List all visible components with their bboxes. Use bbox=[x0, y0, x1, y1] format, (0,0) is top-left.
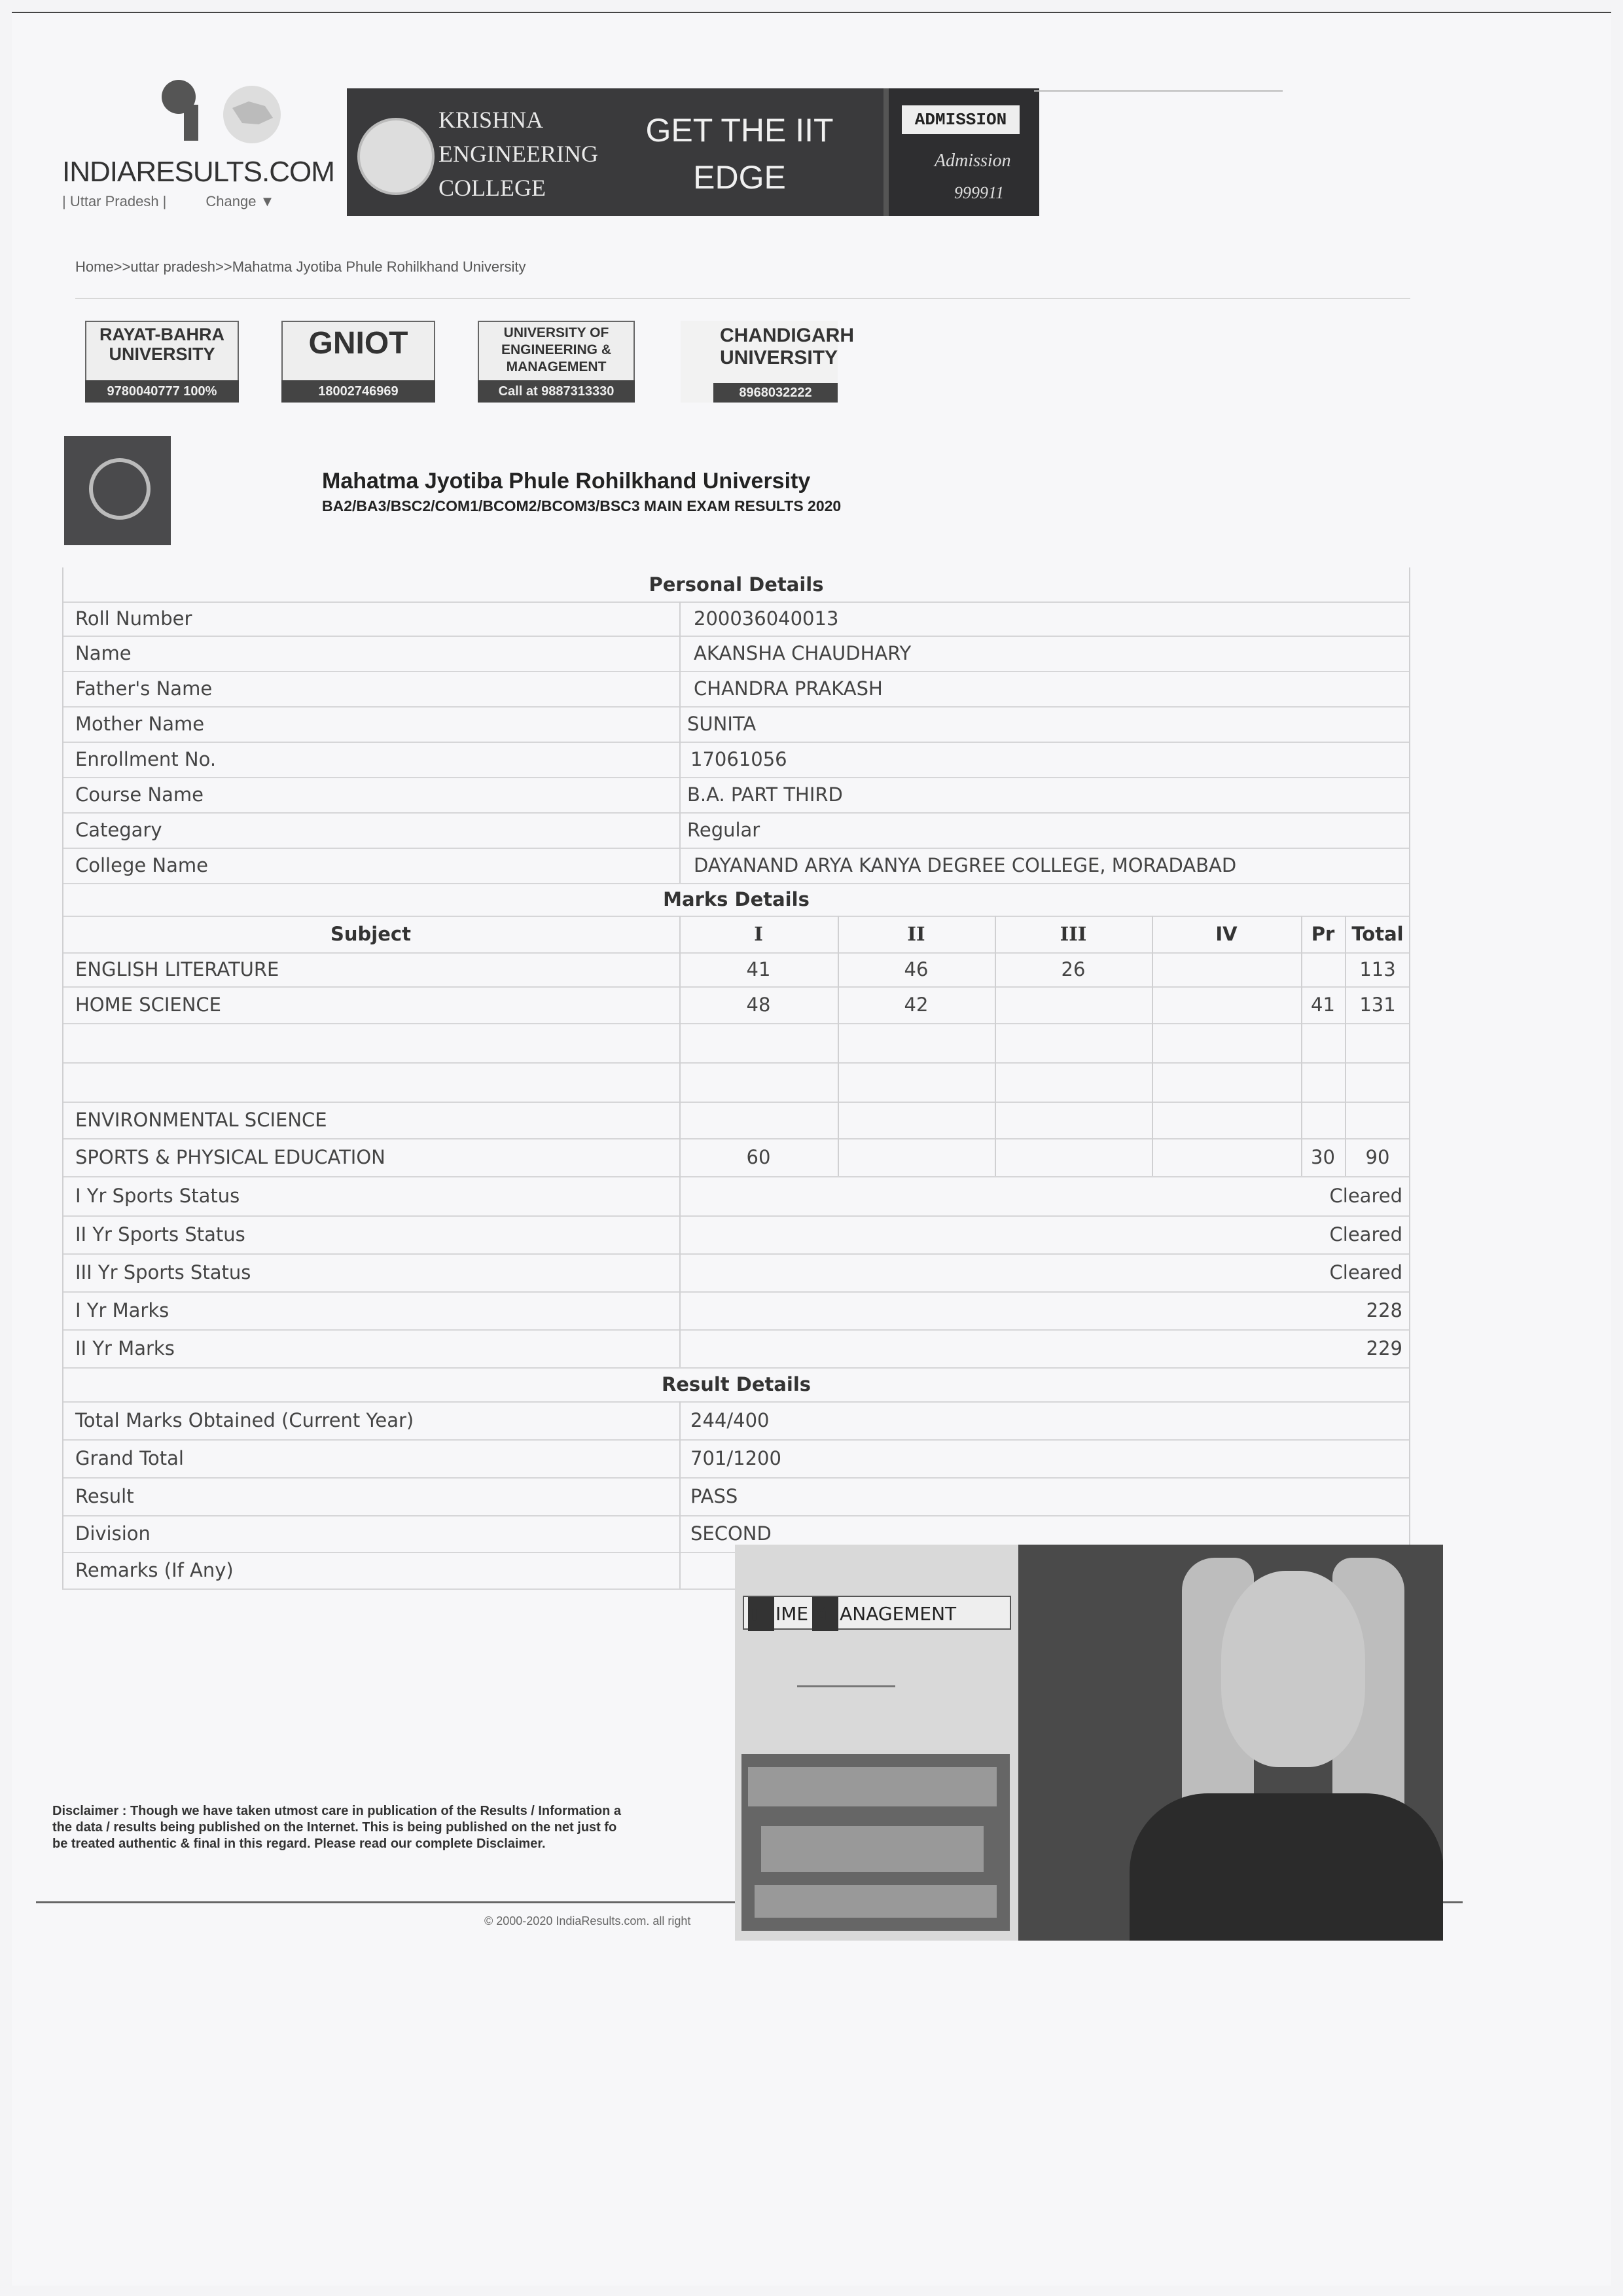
logo-head-icon bbox=[159, 79, 205, 141]
overlay-photo bbox=[735, 1545, 1443, 1941]
col-divider bbox=[679, 1552, 681, 1588]
admission-button[interactable]: ADMISSION bbox=[902, 105, 1020, 134]
col-divider bbox=[679, 848, 681, 883]
ad-title: RAYAT-BAHRA UNIVERSITY bbox=[99, 325, 225, 364]
divider bbox=[75, 298, 1410, 299]
field-value: SUNITA bbox=[687, 713, 757, 735]
mark-iv bbox=[1152, 952, 1301, 986]
col-divider bbox=[1301, 1062, 1302, 1102]
mark-i: 41 bbox=[746, 958, 771, 980]
col-divider bbox=[679, 706, 681, 742]
tagline-line: GET THE IIT bbox=[645, 112, 834, 149]
table-row bbox=[62, 812, 1410, 849]
col-divider bbox=[1345, 1102, 1346, 1138]
disclaimer-line[interactable]: be treated authentic & final in this regard. Please read our complete Disclaimer. bbox=[52, 1837, 546, 1851]
summary-value: 228 bbox=[1366, 1299, 1402, 1321]
subject-row bbox=[62, 1138, 1410, 1177]
summary-row bbox=[62, 1253, 1410, 1293]
mark-pr: 30 bbox=[1311, 1146, 1335, 1168]
result-details-heading: Result Details bbox=[62, 1367, 1410, 1403]
summary-value: Cleared bbox=[1329, 1185, 1402, 1207]
exam-title: BA2/BA3/BSC2/COM1/BCOM2/BCOM3/BSC3 MAIN EXAM RESULTS 2020 bbox=[322, 497, 842, 514]
disclaimer-line: the data / results being published on the Internet. This is being published on the net just fo bbox=[52, 1820, 617, 1835]
mark-i: 60 bbox=[746, 1146, 771, 1168]
ad-rayat-bahra[interactable] bbox=[85, 321, 239, 403]
col-divider bbox=[679, 1176, 681, 1215]
summary-row bbox=[62, 1329, 1410, 1369]
mark-ii: 42 bbox=[904, 994, 929, 1016]
col-total: Total bbox=[1351, 923, 1404, 945]
col-divider bbox=[679, 1515, 681, 1552]
field-value: SECOND bbox=[690, 1522, 772, 1545]
title-part: IME bbox=[776, 1603, 809, 1624]
summary-value: 229 bbox=[1366, 1337, 1402, 1359]
field-label: Course Name bbox=[75, 783, 204, 806]
col-divider bbox=[679, 1401, 681, 1439]
admission-panel bbox=[883, 88, 1039, 216]
marks-header-row bbox=[62, 916, 1410, 954]
subject-row bbox=[62, 1102, 1410, 1139]
col-divider bbox=[679, 742, 681, 777]
field-label: Name bbox=[75, 642, 132, 664]
summary-label: II Yr Marks bbox=[75, 1337, 175, 1359]
ad-gniot[interactable] bbox=[281, 321, 435, 403]
field-value: DAYANAND ARYA KANYA DEGREE COLLEGE, MORADABAD bbox=[694, 854, 1237, 876]
change-state-link[interactable]: Change ▼ bbox=[205, 193, 275, 209]
ad-chandigarh-university[interactable] bbox=[681, 321, 854, 403]
emblem-ring-icon bbox=[89, 458, 151, 520]
table-row bbox=[62, 671, 1410, 708]
admission-text: Admission bbox=[935, 151, 1011, 171]
person-photo bbox=[1018, 1545, 1443, 1941]
letter-block-icon: M bbox=[812, 1597, 838, 1631]
banner-tagline bbox=[635, 107, 844, 201]
subject-name: ENGLISH LITERATURE bbox=[75, 958, 279, 980]
ad-title: CHANDIGARH UNIVERSITY bbox=[720, 325, 854, 368]
col-i: I bbox=[754, 923, 763, 945]
subject-row bbox=[62, 986, 1410, 1024]
table-row bbox=[62, 1401, 1410, 1441]
field-value: B.A. PART THIRD bbox=[687, 783, 843, 806]
mark-total: 113 bbox=[1359, 958, 1396, 980]
mark-total: 90 bbox=[1365, 1146, 1390, 1168]
summary-label: I Yr Marks bbox=[75, 1299, 169, 1321]
field-label: Roll Number bbox=[75, 607, 192, 630]
field-label: Division bbox=[75, 1522, 151, 1545]
breadcrumb[interactable]: Home>>uttar pradesh>>Mahatma Jyotiba Phule Rohilkhand University bbox=[75, 259, 526, 275]
field-label: Father's Name bbox=[75, 677, 213, 700]
mark-i: 48 bbox=[746, 994, 771, 1016]
field-label: College Name bbox=[75, 854, 208, 876]
col-divider bbox=[679, 1291, 681, 1329]
field-value: 200036040013 bbox=[694, 607, 839, 630]
site-logo-text: INDIARESULTS.COM bbox=[62, 156, 334, 188]
col-divider bbox=[679, 1329, 681, 1367]
field-label: Result bbox=[75, 1485, 134, 1507]
ad-title: UNIVERSITY OF ENGINEERING & MANAGEMENT bbox=[501, 325, 612, 374]
summary-row bbox=[62, 1291, 1410, 1331]
time-management-title bbox=[743, 1596, 1011, 1630]
college-seal-icon bbox=[357, 118, 435, 195]
university-emblem bbox=[64, 436, 171, 545]
field-label: Total Marks Obtained (Current Year) bbox=[75, 1409, 414, 1431]
table-row bbox=[62, 777, 1410, 814]
college-line: COLLEGE bbox=[438, 175, 546, 201]
field-label: Mother Name bbox=[75, 713, 205, 735]
col-divider bbox=[1345, 1062, 1346, 1102]
col-divider bbox=[679, 671, 681, 706]
state-label: | Uttar Pradesh | bbox=[62, 193, 167, 209]
mark-iii bbox=[995, 1138, 1152, 1176]
col-divider bbox=[838, 1062, 839, 1102]
col-subject: Subject bbox=[330, 923, 411, 945]
results-table bbox=[62, 567, 1410, 1602]
face-shape bbox=[1221, 1571, 1365, 1767]
letter-block-icon: T bbox=[748, 1597, 774, 1631]
col-divider bbox=[995, 1023, 996, 1062]
college-line: KRISHNA bbox=[438, 107, 544, 133]
summary-value: Cleared bbox=[1329, 1223, 1402, 1246]
field-label: Remarks (If Any) bbox=[75, 1559, 234, 1581]
col-divider bbox=[838, 1023, 839, 1062]
col-ii: II bbox=[907, 923, 925, 945]
col-divider bbox=[679, 1253, 681, 1291]
col-iii: III bbox=[1060, 923, 1087, 945]
college-banner-ad[interactable] bbox=[347, 88, 1034, 216]
summary-row bbox=[62, 1176, 1410, 1217]
col-divider bbox=[1152, 1062, 1153, 1102]
table-row bbox=[62, 1439, 1410, 1479]
university-name: Mahatma Jyotiba Phule Rohilkhand University bbox=[322, 469, 811, 493]
field-value: 244/400 bbox=[690, 1409, 770, 1431]
mark-iii bbox=[995, 986, 1152, 1023]
subject-name: ENVIRONMENTAL SCIENCE bbox=[75, 1109, 327, 1131]
ad-phone: 9780040777 100% bbox=[85, 380, 239, 403]
table-row bbox=[62, 742, 1410, 778]
mark-iii: 26 bbox=[1061, 958, 1086, 980]
bookshelf-image bbox=[741, 1754, 1010, 1931]
personal-details-heading: Personal Details bbox=[62, 567, 1410, 603]
field-label: Grand Total bbox=[75, 1447, 184, 1469]
table-right-border bbox=[1409, 567, 1410, 1588]
field-label: Categary bbox=[75, 819, 162, 841]
field-value: AKANSHA CHAUDHARY bbox=[694, 642, 912, 664]
disclaimer-line: Disclaimer : Though we have taken utmost care in publication of the Results / Information a bbox=[52, 1804, 622, 1818]
field-value: CHANDRA PRAKASH bbox=[694, 677, 883, 700]
table-row bbox=[62, 601, 1410, 637]
subject-name: HOME SCIENCE bbox=[75, 994, 221, 1016]
mark-ii bbox=[838, 1138, 995, 1176]
table-row bbox=[62, 706, 1410, 743]
col-divider bbox=[679, 1477, 681, 1515]
summary-label: I Yr Sports Status bbox=[75, 1185, 240, 1207]
col-divider bbox=[1301, 1023, 1302, 1062]
mark-ii: 46 bbox=[904, 958, 929, 980]
subject-name: SPORTS & PHYSICAL EDUCATION bbox=[75, 1146, 385, 1168]
summary-row bbox=[62, 1215, 1410, 1255]
col-divider bbox=[1152, 1102, 1153, 1138]
tagline-line: EDGE bbox=[693, 159, 786, 196]
col-divider bbox=[679, 1062, 681, 1102]
col-divider bbox=[679, 636, 681, 671]
subject-row bbox=[62, 1062, 1410, 1103]
banner-college-name bbox=[438, 103, 598, 205]
col-divider bbox=[679, 1023, 681, 1062]
mark-iv bbox=[1152, 1138, 1301, 1176]
subject-row bbox=[62, 952, 1410, 988]
table-row bbox=[62, 1477, 1410, 1516]
col-divider bbox=[679, 1102, 681, 1138]
col-divider bbox=[995, 1062, 996, 1102]
table-row bbox=[62, 848, 1410, 884]
marks-details-heading: Marks Details bbox=[62, 883, 1410, 917]
col-divider bbox=[1301, 1102, 1302, 1138]
col-divider bbox=[995, 1102, 996, 1138]
col-divider bbox=[679, 1215, 681, 1253]
mark-total: 131 bbox=[1359, 994, 1396, 1016]
field-value: Regular bbox=[687, 819, 760, 841]
table-left-border bbox=[62, 567, 63, 1588]
col-divider bbox=[679, 777, 681, 812]
summary-label: III Yr Sports Status bbox=[75, 1261, 251, 1283]
field-label: Enrollment No. bbox=[75, 748, 217, 770]
divider bbox=[1034, 90, 1283, 92]
ad-phone: 8968032222 bbox=[713, 383, 838, 403]
title-part: ANAGEMENT bbox=[840, 1603, 957, 1624]
ad-title: GNIOT bbox=[308, 326, 408, 361]
ad-phone: 18002746969 bbox=[281, 380, 435, 403]
site-logo[interactable] bbox=[62, 79, 334, 223]
field-value: 701/1200 bbox=[690, 1447, 781, 1469]
col-pr: Pr bbox=[1311, 923, 1335, 945]
disclaimer bbox=[52, 1803, 746, 1852]
state-selector[interactable] bbox=[62, 193, 274, 210]
college-line: ENGINEERING bbox=[438, 141, 598, 167]
shirt-shape bbox=[1130, 1793, 1443, 1941]
col-divider bbox=[1152, 1023, 1153, 1062]
summary-label: II Yr Sports Status bbox=[75, 1223, 245, 1246]
col-iv: IV bbox=[1215, 923, 1238, 945]
ad-phone: Call at 9887313330 bbox=[478, 380, 635, 403]
uttar-pradesh-map-icon bbox=[213, 85, 291, 144]
photo-rule bbox=[797, 1685, 895, 1687]
col-divider bbox=[1345, 1023, 1346, 1062]
time-management-panel bbox=[735, 1545, 1018, 1941]
table-row bbox=[62, 636, 1410, 672]
ad-uem[interactable] bbox=[478, 321, 635, 403]
copyright: © 2000-2020 IndiaResults.com. all right bbox=[484, 1914, 691, 1928]
mark-pr bbox=[1301, 952, 1345, 986]
col-divider bbox=[838, 1102, 839, 1138]
col-divider bbox=[679, 601, 681, 636]
summary-value: Cleared bbox=[1329, 1261, 1402, 1283]
subject-row bbox=[62, 1023, 1410, 1064]
mark-pr: 41 bbox=[1311, 994, 1335, 1016]
col-divider bbox=[679, 812, 681, 848]
mark-iv bbox=[1152, 986, 1301, 1023]
col-divider bbox=[679, 1439, 681, 1477]
field-value: 17061056 bbox=[690, 748, 787, 770]
admission-phone: 999911 bbox=[954, 183, 1005, 202]
field-value: PASS bbox=[690, 1485, 738, 1507]
